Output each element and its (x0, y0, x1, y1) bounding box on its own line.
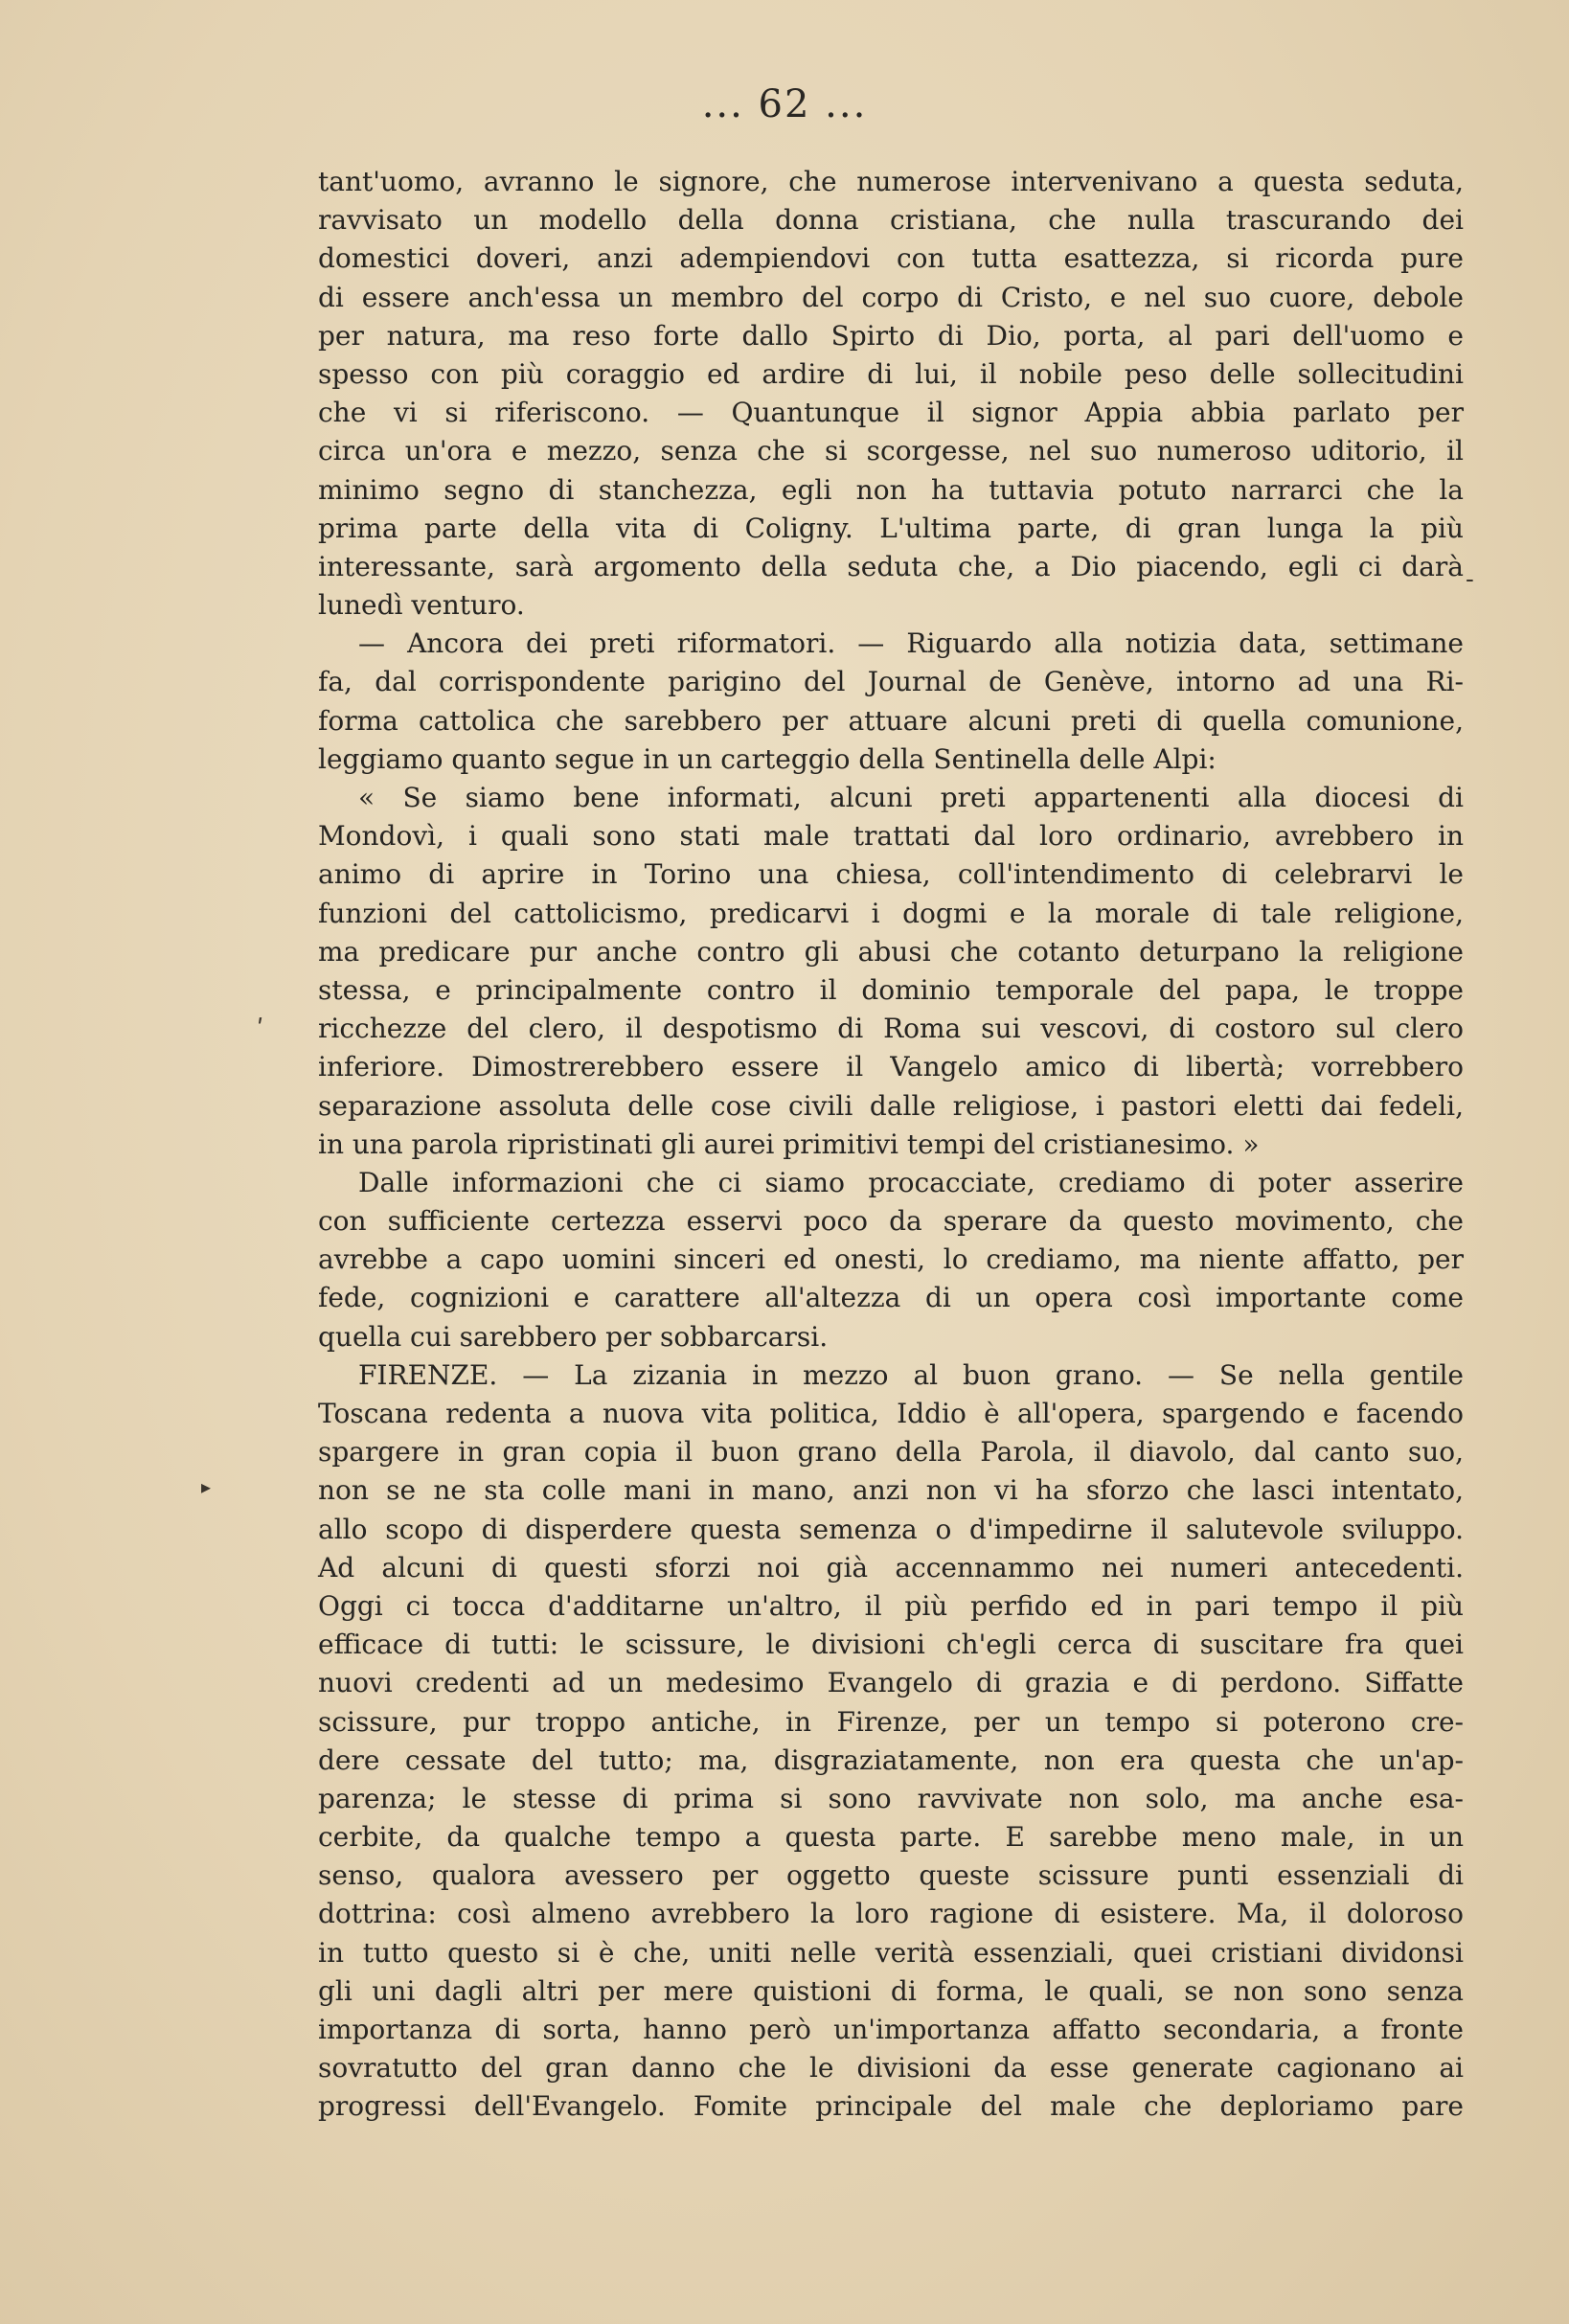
text-line: inferiore. Dimostrerebbero essere il Vangelo amico di libertà; vorrebbero (318, 1051, 1464, 1083)
text-line: allo scopo di disperdere questa semenza o d'impedirne il salutevole sviluppo. (318, 1513, 1464, 1545)
text-line: spesso con più coraggio ed ardire di lui, il nobile peso delle sollecitudini (318, 357, 1464, 390)
text-line: parenza; le stesse di prima si sono ravvivate non solo, ma anche esa- (318, 1782, 1464, 1814)
text-line: minimo segno di stanchezza, egli non ha tuttavia potuto narrarci che la (318, 473, 1464, 506)
text-line: dottrina: così almeno avrebbero la loro ragione di esistere. Ma, il doloroso (318, 1898, 1464, 1930)
text-line: ravvisato un modello della donna cristiana, che nulla trascurando dei (318, 204, 1464, 237)
text-line: di essere anch'essa un membro del corpo di Cristo, e nel suo cuore, debole (318, 281, 1464, 313)
text-line: domestici doveri, anzi adempiendovi con tutta esattezza, si ricorda pure (318, 242, 1464, 275)
text-line: senso, qualora avessero per oggetto queste scissure punti essenziali di (318, 1859, 1464, 1892)
text-line: funzioni del cattolicismo, predicarvi i dogmi e la morale di tale religione, (318, 897, 1464, 929)
text-line: stessa, e principalmente contro il dominio temporale del papa, le troppe (318, 973, 1464, 1006)
text-line: interessante, sarà argomento della seduta che, a Dio piacendo, egli ci darà (318, 550, 1464, 582)
body-text (318, 163, 1464, 2127)
text-line: forma cattolica che sarebbero per attuare alcuni preti di quella comunione, (318, 704, 1464, 737)
text-line: progressi dell'Evangelo. Fomite principale del male che deploriamo pare (318, 2090, 1464, 2123)
text-line: efficace di tutti: le scissure, le divisioni ch'egli cerca di suscitare fra quei (318, 1629, 1464, 1661)
margin-mark: - (1466, 565, 1474, 594)
text-line: animo di aprire in Torino una chiesa, coll'intendimento di celebrarvi le (318, 858, 1464, 891)
text-line: sovratutto del gran danno che le divisioni da esse generate cagionano ai (318, 2052, 1464, 2085)
text-line: lunedì venturo. (318, 589, 525, 622)
text-line: « Se siamo bene informati, alcuni preti appartenenti alla diocesi di (358, 782, 1464, 813)
text-line: FIRENZE. — La zizania in mezzo al buon grano. — Se nella gentile (358, 1358, 1464, 1391)
text-line: gli uni dagli altri per mere quistioni di forma, le quali, se non sono senza (318, 1974, 1464, 2007)
text-line: fede, cognizioni e carattere all'altezza di un opera così importante come (318, 1282, 1464, 1314)
text-line: ricchezze del clero, il despotismo di Roma sui vescovi, di costoro sul clero (318, 1013, 1464, 1045)
text-line: leggiamo quanto segue in un carteggio della Sentinella delle Alpi: (318, 742, 1217, 775)
margin-mark: ʹ (257, 1015, 264, 1044)
text-line: ma predicare pur anche contro gli abusi che cotanto deturpano la religione (318, 935, 1464, 968)
text-line: tant'uomo, avranno le signore, che numerose intervenivano a questa seduta, (318, 166, 1464, 197)
text-line: dere cessate del tutto; ma, disgraziatamente, non era questa che un'ap- (318, 1743, 1464, 1776)
text-line: separazione assoluta delle cose civili dalle religiose, i pastori eletti dai fedeli, (318, 1089, 1464, 1122)
text-line: scissure, pur troppo antiche, in Firenze, per un tempo si poterono cre- (318, 1705, 1464, 1738)
text-line: quella cui sarebbero per sobbarcarsi. (318, 1320, 829, 1353)
text-line: Dalle informazioni che ci siamo procacciate, crediamo di poter asserire (358, 1166, 1464, 1198)
text-line: Mondovì, i quali sono stati male trattati dal loro ordinario, avrebbero in (318, 820, 1464, 853)
text-line: per natura, ma reso forte dallo Spirto di Dio, porta, al pari dell'uomo e (318, 319, 1464, 352)
text-line: nuovi credenti ad un medesimo Evangelo di grazia e di perdono. Siffatte (318, 1667, 1464, 1699)
text-line: spargere in gran copia il buon grano della Parola, il diavolo, dal canto suo, (318, 1436, 1464, 1469)
text-line: avrebbe a capo uomini sinceri ed onesti, lo crediamo, ma niente affatto, per (318, 1243, 1464, 1276)
text-line: in una parola ripristinati gli aurei primitivi tempi del cristianesimo. » (318, 1128, 1260, 1160)
text-line: — Ancora dei preti riformatori. — Riguardo alla notizia data, settimane (358, 627, 1464, 660)
margin-mark: ▸ (201, 1475, 212, 1498)
text-line: non se ne sta colle mani in mano, anzi non vi ha sforzo che lasci intentato, (318, 1474, 1464, 1507)
text-line: con sufficiente certezza esservi poco da sperare da questo movimento, che (318, 1205, 1464, 1238)
text-line: importanza di sorta, hanno però un'importanza affatto secondaria, a fronte (318, 2014, 1464, 2045)
text-line: fa, dal corrispondente parigino del Journal de Genève, intorno ad una Ri- (318, 666, 1464, 698)
text-line: prima parte della vita di Coligny. L'ultima parte, di gran lunga la più (318, 512, 1464, 544)
text-line: circa un'ora e mezzo, senza che si scorgesse, nel suo numeroso uditorio, il (318, 435, 1464, 467)
text-line: Oggi ci tocca d'additarne un'altro, il più perfido ed in pari tempo il più (318, 1589, 1464, 1622)
text-line: cerbite, da qualche tempo a questa parte. E sarebbe meno male, in un (318, 1821, 1464, 1854)
text-line: in tutto questo si è che, uniti nelle verità essenziali, quei cristiani dividonsi (318, 1936, 1464, 1969)
page-number: ... 62 ... (701, 82, 868, 126)
text-line: Toscana redenta a nuova vita politica, Iddio è all'opera, spargendo e facendo (318, 1398, 1464, 1429)
text-line: che vi si riferiscono. — Quantunque il signor Appia abbia parlato per (318, 397, 1464, 429)
text-line: Ad alcuni di questi sforzi noi già accennammo nei numeri antecedenti. (318, 1551, 1464, 1584)
